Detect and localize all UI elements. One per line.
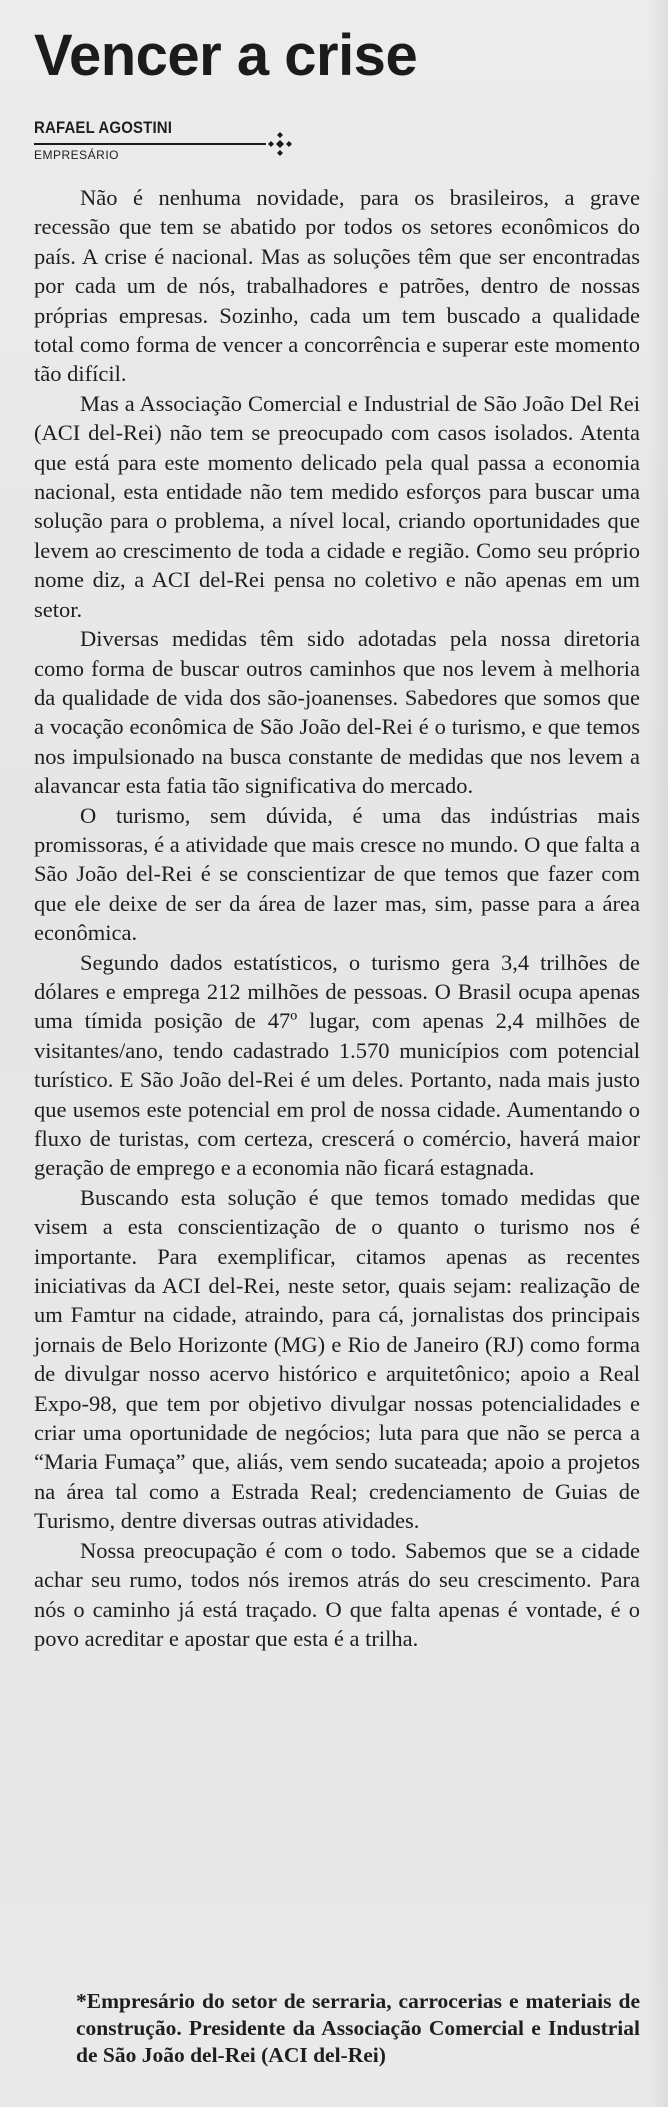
paragraph: Nossa preocupação é com o todo. Sabemos que se a cidade achar seu rumo, todos nós iremos atrás do seu crescimento. Para nós o caminho já está traçado. O que falta apenas é vontade, é o povo acreditar e apostar que esta é a trilha. <box>34 1537 640 1651</box>
paragraph: Buscando esta solução é que temos tomado medidas que visem a esta conscientização de o quanto o turismo nos é importante. Para exemplificar, citamos apenas as recentes iniciativas da ACI del-Rei, neste setor, quais sejam: realização de um Famtur na cidade, atraindo, para cá, jornalistas dos principais jornais de Belo Horizonte (MG) e Rio de Janeiro (RJ) como forma de divulgar nosso acervo histórico e arquitetônico; apoio a Real Expo-98, que tem por objetivo divulgar nossas potencialidades e criar uma oportunidade de negócios; luta para que não se perca a “Maria Fumaça” que, aliás, vem sendo sucateada; apoio a projetos na área tal como a Estrada Real; credenciamento de Guias de Turismo, dentre diversas outras atividades. <box>34 1184 640 1534</box>
author-footnote: *Empresário do setor de serraria, carrocerias e materiais de construção. Presidente da Associação Comercial e Industrial de São João del-Rei (ACI del-Rei) <box>76 1989 640 2067</box>
paragraph: Diversas medidas têm sido adotadas pela nossa diretoria como forma de buscar outros caminhos que nos levem à melhoria da qualidade de vida dos são-joanenses. Sabedores que somos que a vocação econômica de São João del-Rei é o turismo, e que temos nos impulsionado na busca constante de medidas que nos levem a alavancar esta fatia tão significativa do mercado. <box>34 626 640 799</box>
article-headline: Vencer a crise <box>34 23 418 88</box>
author-name: RAFAEL AGOSTINI <box>34 118 173 137</box>
paragraph: Segundo dados estatísticos, o turismo gera 3,4 trilhões de dólares e emprega 212 milhões de pessoas. O Brasil ocupa apenas uma tímida posição de 47º lugar, com apenas 2,4 milhões de visitantes/ano, tendo cadastrado 1.570 municípios com potencial turístico. E São João del-Rei é um deles. Portanto, nada mais justo que usemos este potencial em prol de nossa cidade. Aumentando o fluxo de turistas, com certeza, crescerá o comércio, haverá maior geração de emprego e a economia não ficará estagnada. <box>34 949 640 1181</box>
diamond-ornament-icon <box>266 130 294 158</box>
paragraph: Mas a Associação Comercial e Industrial de São João Del Rei (ACI del-Rei) não tem se preocupado com casos isolados. Atenta que está para este momento delicado pela qual passa a economia nacional, esta entidade não tem medido esforços para buscar uma solução para o problema, a nível local, criando oportunidades que levem ao crescimento de toda a cidade e região. Como seu próprio nome diz, a ACI del-Rei pensa no coletivo e não apenas em um setor. <box>34 390 640 622</box>
article-body <box>34 183 640 1653</box>
byline-rule <box>34 143 266 145</box>
paragraph: O turismo, sem dúvida, é uma das indústrias mais promissoras, é a atividade que mais cresce no mundo. O que falta a São João del-Rei é se conscientizar de que temos que fazer com que ele deixe de ser da área de lazer mas, sim, passe para a área econômica. <box>34 802 640 946</box>
byline <box>34 118 294 168</box>
paragraph: Não é nenhuma novidade, para os brasileiros, a grave recessão que tem se abatido por todos os setores econômicos do país. A crise é nacional. Mas as soluções têm que ser encontradas por cada um de nós, trabalhadores e patrões, dentro de nossas próprias empresas. Sozinho, cada um tem buscado a qualidade total como forma de vencer a concorrência e superar este momento tão difícil. <box>34 185 640 387</box>
paper-edge-shadow <box>648 0 668 2107</box>
author-role: EMPRESÁRIO <box>34 148 120 162</box>
